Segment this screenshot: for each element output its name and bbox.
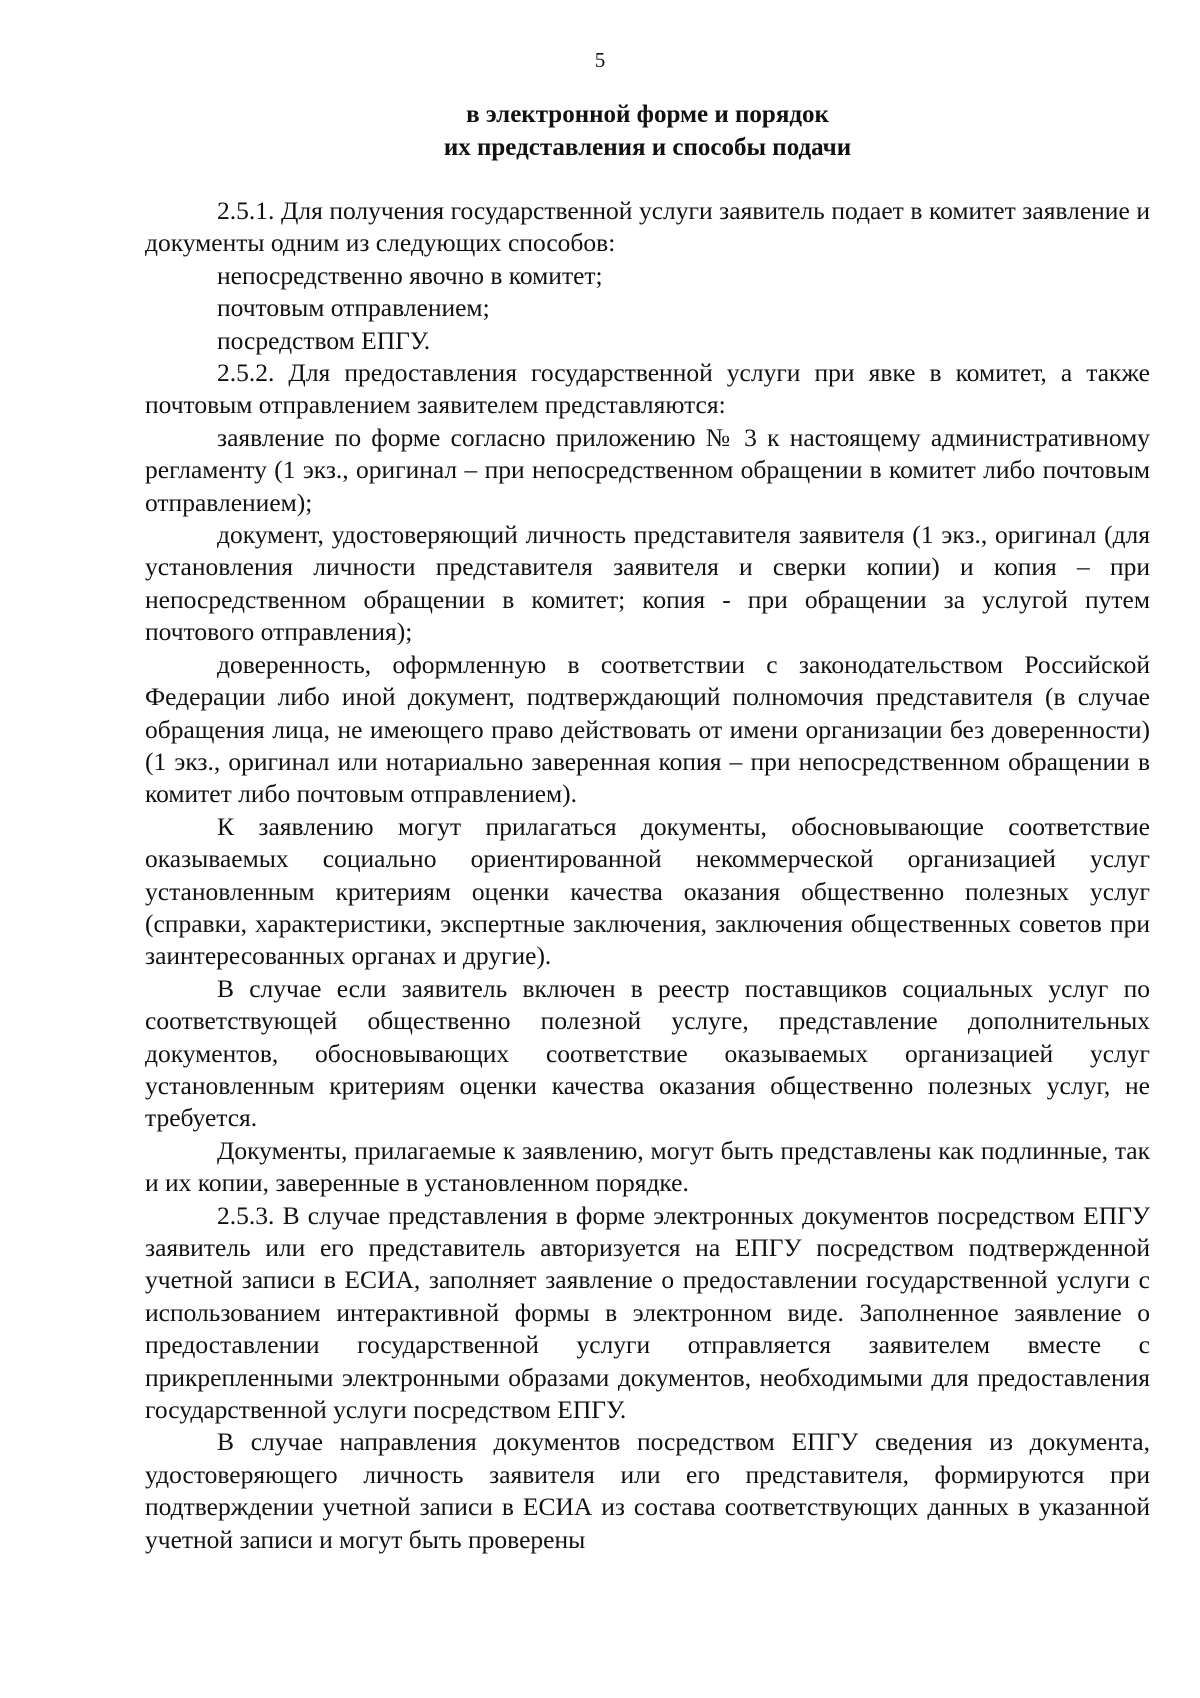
paragraph-copies: Документы, прилагаемые к заявлению, могут быть представлены как подлинные, так и их копии, заверенные в установленном порядке. (145, 1135, 1150, 1198)
list-item-mail: почтовым отправлением; (217, 293, 490, 323)
paragraph-registry-case: В случае если заявитель включен в реестр поставщиков социальных услуг по соответствующей общественно полезной услуге, представление дополнительных документов, обосновывающих соответствие оказываемых организацией услуг установленным критериям оценки качества оказания общественно полезных услуг, не требуется. (145, 973, 1150, 1133)
list-item-in-person: непосредственно явочно в комитет; (217, 260, 603, 290)
paragraph-supporting-documents: К заявлению могут прилагаться документы, обосновывающие соответствие оказываемых социально ориентированной некоммерческой организацией услуг установленным критериям оценки качества оказания общественно полезных услуг (справки, характеристики, экспертные заключения, заключения общественных советов при заинтересованных органах и другие). (145, 811, 1150, 971)
paragraph-application: заявление по форме согласно приложению № 3 к настоящему административному регламенту (1 экз., оригинал – при непосредственном обращении в комитет либо почтовым отправлением); (145, 422, 1150, 517)
paragraph-2-5-3: 2.5.3. В случае представления в форме электронных документов посредством ЕПГУ заявитель или его представитель авторизуется на ЕПГУ посредством подтвержденной учетной записи в ЕСИА, заполняет заявление о предоставлении государственной услуги с использованием интерактивной формы в электронном виде. Заполненное заявление о предоставлении государственной услуги отправляется заявителем вместе с прикрепленными электронными образами документов, необходимыми для предоставления государственной услуги посредством ЕПГУ. (145, 1200, 1150, 1425)
paragraph-2-5-2: 2.5.2. Для предоставления государственной услуги при явке в комитет, а также почтовым отправлением заявителем представляются: (145, 358, 1150, 420)
paragraph-epgu-data: В случае направления документов посредством ЕПГУ сведения из документа, удостоверяющего личность заявителя или его представителя, формируются при подтверждении учетной записи в ЕСИА из состава соответствующих данных в указанной учетной записи и могут быть проверены (145, 1427, 1150, 1554)
heading-line-1: в электронной форме и порядок (466, 101, 829, 128)
paragraph-power-of-attorney: доверенность, оформленную в соответствии с законодательством Российской Федерации либо иной документ, подтверждающий полномочия представителя (в случае обращения лица, не имеющего право действовать от имени организации без доверенности) (1 экз., оригинал или нотариально заверенная копия – при непосредственном обращении в комитет либо почтовым отправлением). (145, 649, 1150, 809)
paragraph-2-5-1: 2.5.1. Для получения государственной услуги заявитель подает в комитет заявление и документы одним из следующих способов: (145, 196, 1150, 258)
list-item-epgu: посредством ЕПГУ. (217, 325, 431, 355)
heading-line-2: их представления и способы подачи (443, 134, 852, 161)
page-number: 5 (594, 48, 606, 72)
document-body (145, 195, 1150, 1556)
section-heading (145, 98, 1150, 164)
paragraph-identity-document: документ, удостоверяющий личность представителя заявителя (1 экз., оригинал (для установления личности представителя заявителя и сверки копии) и копия – при непосредственном обращении в комитет; копия - при обращении за услугой путем почтового отправления); (145, 520, 1150, 647)
